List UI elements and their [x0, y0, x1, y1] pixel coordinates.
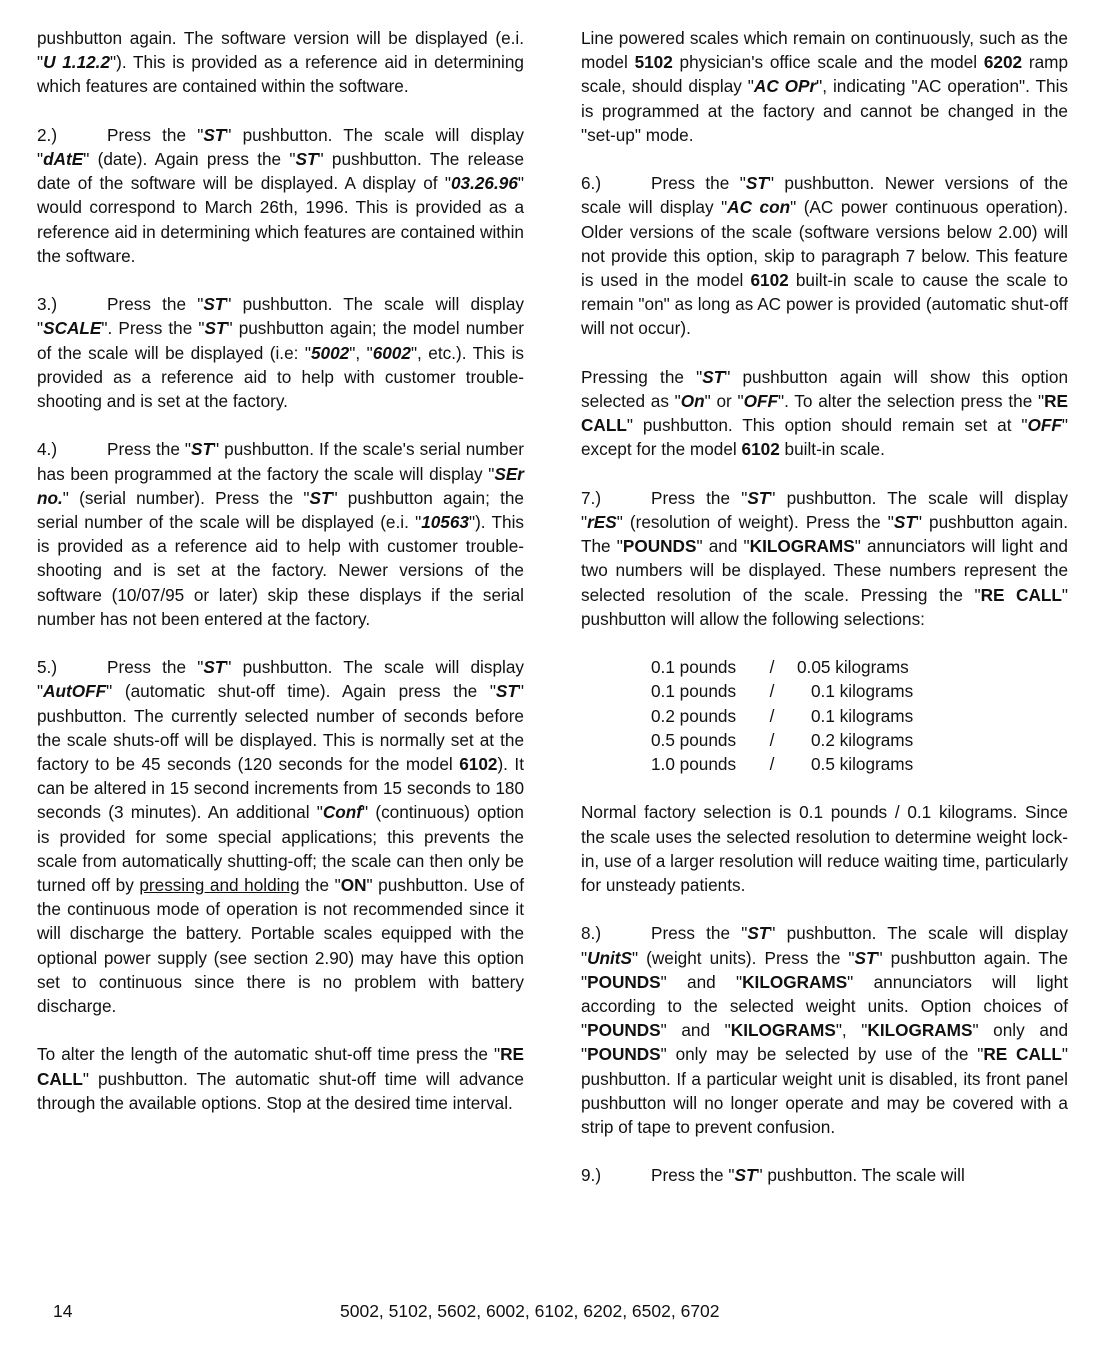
page-number: 14 — [53, 1301, 73, 1321]
left-paragraph-continuation: pushbutton again. The software version will be displayed (e.i. "U 1.12.2"). This is provided as a reference aid in determining which features are contained within the software. — [37, 28, 524, 97]
resolution-row — [651, 655, 913, 679]
resolution-separator: / — [769, 681, 775, 702]
resolution-row — [651, 728, 913, 752]
left-paragraph-step-4: 4.) Press the "ST" pushbutton. If the scale's serial number has been programmed at the factory the scale will display "SEr no." (serial number). Press the "ST" pushbutton again; the serial number of the scale will be displayed (e.i. "10563"). This is provided as a reference aid to help with customer trouble-shooting and is set at the factory. Newer versions of the software (10/07/95 or later) skip these displays if the serial number has not been entered at the factory. — [37, 439, 525, 629]
resolution-pounds: 0.2 pounds — [651, 705, 737, 726]
resolution-separator: / — [769, 754, 775, 775]
step-number: 4.) — [37, 439, 58, 460]
resolution-table — [651, 655, 913, 776]
resolution-kilograms: 0.1 kilograms — [811, 681, 914, 702]
step-number: 9.) — [581, 1165, 602, 1186]
right-paragraph-step-7: 7.) Press the "ST" pushbutton. The scale will display "rES" (resolution of weight). Press the "ST" pushbutton again. The "POUNDS" and "KILOGRAMS" annunciators will light and two numbers will be displayed. These numbers represent the selected resolution of the scale. Pressing the "RE CALL" pushbutton will allow the following selections: — [581, 487, 1069, 629]
resolution-kilograms: 0.2 kilograms — [811, 729, 914, 750]
left-column — [37, 26, 524, 1115]
resolution-pounds: 0.1 pounds — [651, 657, 737, 678]
resolution-kilograms: 0.05 kilograms — [797, 657, 909, 678]
left-paragraph-auto-shutoff: To alter the length of the automatic shut-off time press the "RE CALL" pushbutton. The automatic shut-off time will advance through the available options. Stop at the desired time interval. — [37, 1044, 524, 1113]
resolution-separator: / — [769, 729, 775, 750]
left-paragraph-step-5: 5.) Press the "ST" pushbutton. The scale will display "AutOFF" (automatic shut-off time). Again press the "ST" pushbutton. The currently selected number of seconds before the scale shuts-off will be displayed. This is normally set at the factory to be 45 seconds (120 seconds for the model 6102). It can be altered in 15 second increments from 15 seconds to 180 seconds (3 minutes). An additional "Conf" (continuous) option is provided for some special applications; this prevents the scale from automatically shutting-off; the scale can then only be turned off by pressing and holding the "ON" pushbutton. Use of the continuous mode of operation is not recommended since it will discharge the battery. Portable scales equipped with the optional power supply (see section 2.90) may have this option set to continuous since there is no problem with battery discharge. — [37, 657, 525, 1017]
resolution-pounds: 0.5 pounds — [651, 729, 737, 750]
right-paragraph-step-9: 9.) Press the "ST" pushbutton. The scale will — [581, 1163, 1068, 1187]
left-paragraph-step-3: 3.) Press the "ST" pushbutton. The scale will display "SCALE". Press the "ST" pushbutton again; the model number of the scale will be displayed (i.e: "5002", "6002", etc.). This is provided as a reference aid to help with customer trouble-shooting and is set at the factory. — [37, 294, 525, 412]
resolution-kilograms: 0.5 kilograms — [811, 754, 914, 775]
right-paragraph-normal-selection: Normal factory selection is 0.1 pounds / 0.1 kilograms. Since the scale uses the selected resolution to determine weight lock-in, use of a larger resolution will reduce waiting time, particularly for unsteady patients. — [581, 802, 1068, 896]
step-number: 3.) — [37, 294, 58, 315]
resolution-separator: / — [769, 657, 775, 678]
left-paragraph-step-2: 2.) Press the "ST" pushbutton. The scale will display "dAtE" (date). Again press the "ST" pushbutton. The release date of the software will be displayed. A display of "03.26.96" would correspond to March 26th, 1996. This is provided as a reference aid in determining which features are contained within the software. — [37, 124, 525, 266]
step-number: 6.) — [581, 173, 602, 194]
resolution-row — [651, 679, 913, 703]
resolution-row — [651, 704, 913, 728]
resolution-kilograms: 0.1 kilograms — [811, 705, 914, 726]
underlined-text: pressing and holding — [139, 875, 300, 896]
step-number: 7.) — [581, 487, 602, 508]
right-paragraph-step-6: 6.) Press the "ST" pushbutton. Newer versions of the scale will display "AC con" (AC power continuous operation). Older versions of the scale (software versions below 2.00) will not provide this option, skip to paragraph 7 below. This feature is used in the model 6102 built-in scale to cause the scale to remain "on" as long as AC power is provided (automatic shut-off will not occur). — [581, 173, 1069, 339]
resolution-pounds: 1.0 pounds — [651, 754, 737, 775]
right-paragraph-line-powered: Line powered scales which remain on continuously, such as the model 5102 physician's office scale and the model 6202 ramp scale, should display "AC OPr", indicating "AC operation". This is programmed at the factory and cannot be changed in the "set-up" mode. — [581, 28, 1069, 145]
resolution-separator: / — [769, 705, 775, 726]
step-number: 8.) — [581, 923, 602, 944]
right-paragraph-ac-option: Pressing the "ST" pushbutton again will show this option selected as "On" or "OFF". To alter the selection press the "RE CALL" pushbutton. This option should remain set at "OFF" except for the model 6102 built-in scale. — [581, 366, 1068, 460]
footer-model-numbers: 5002, 5102, 5602, 6002, 6102, 6202, 6502, 6702 — [340, 1301, 720, 1321]
resolution-row — [651, 752, 913, 776]
step-number: 2.) — [37, 124, 58, 145]
right-paragraph-step-8: 8.) Press the "ST" pushbutton. The scale will display "UnitS" (weight units). Press the "ST" pushbutton again. The "POUNDS" and "KILOGRAMS" annunciators will light according to the selected weight units. Option choices of "POUNDS" and "KILOGRAMS", "KILOGRAMS" only and "POUNDS" only may be selected by use of the "RE CALL" pushbutton. If a particular weight unit is disabled, its front panel pushbutton will no longer operate and may be covered with a strip of tape to prevent confusion. — [581, 923, 1069, 1138]
step-number: 5.) — [37, 657, 58, 678]
right-column — [581, 26, 1068, 1188]
resolution-pounds: 0.1 pounds — [651, 681, 737, 702]
